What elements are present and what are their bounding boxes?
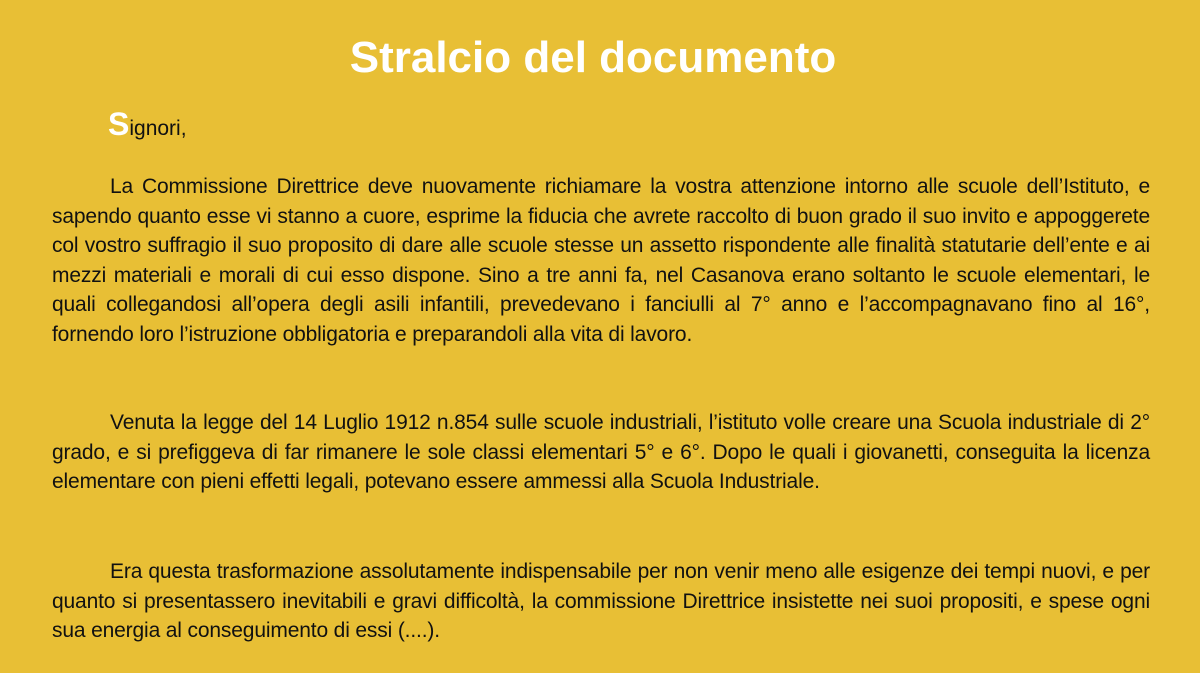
paragraph-3: Era questa trasformazione assolutamente indispensabile per non venir meno alle esigenze dei tempi nuovi, e per quanto si presentassero inevitabili e gravi difficoltà, la commissione Direttrice insistette nei suoi propositi, e spese ogni sua energia al conseguimento di essi (....). [52, 560, 1150, 642]
paragraph-2: Venuta la legge del 14 Luglio 1912 n.854 sulle scuole industriali, l’istituto volle creare una Scuola industriale di 2° grado, e si prefiggeva di far rimanere le sole classi elementari 5° e 6°. Dopo le quali i giovanetti, conseguita la licenza elementare con pieni effetti legali, potevano essere ammessi alla Scuola Industriale. [52, 411, 1150, 493]
page-title: Stralcio del documento [349, 33, 837, 82]
salutation-text: ignori, [129, 117, 187, 140]
salutation-initial: S [108, 106, 130, 142]
salutation [108, 104, 187, 149]
paragraph-1: La Commissione Direttrice deve nuovamente richiamare la vostra attenzione intorno alle scuole dell’Istituto, e sapendo quanto esse vi stanno a cuore, esprime la fiducia che avrete raccolto di buon grado il suo invito e appoggerete col vostro suffragio il suo proposito di dare alle scuole stesse un assetto rispondente alle finalità statutarie dell’ente e ai mezzi materiali e morali di cui esso dispone. Sino a tre anni fa, nel Casanova erano soltanto le scuole elementari, le quali collegandosi all’opera degli asili infantili, prevedevano i fanciulli al 7° anno e l’accompagnavano fino al 16°, fornendo loro l’istruzione obbligatoria e preparandoli alla vita di lavoro. [52, 175, 1150, 346]
